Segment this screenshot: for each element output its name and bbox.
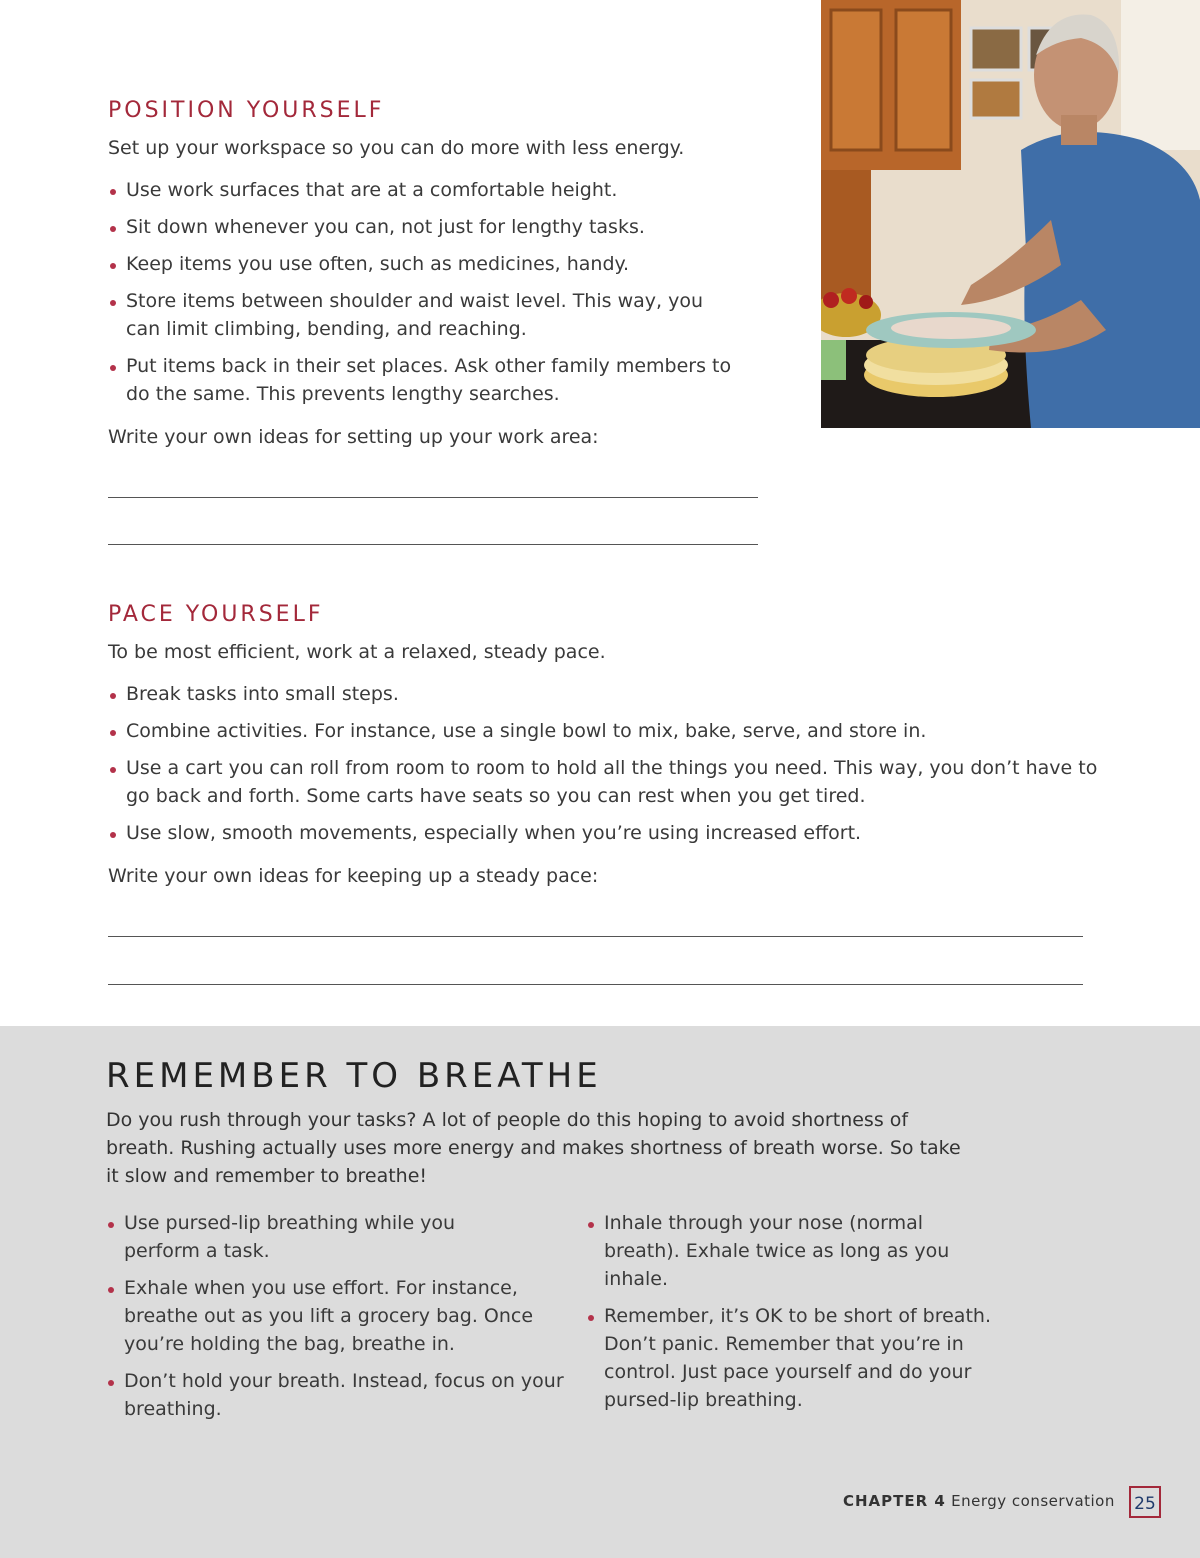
man-holding-plates-photo [821, 0, 1200, 428]
page-number: 25 [1129, 1486, 1161, 1518]
bullet-icon [110, 263, 116, 269]
list-item: Store items between shoulder and waist level. This way, you can limit climbing, bending, and reaching. [108, 287, 716, 343]
list-item: Don’t hold your breath. Instead, focus on your breathing. [106, 1367, 569, 1423]
bullet-icon [110, 767, 116, 773]
bullet-icon [110, 300, 116, 306]
list-item: Break tasks into small steps. [108, 680, 1108, 708]
list-item: Sit down whenever you can, not just for lengthy tasks. [108, 213, 738, 241]
pace-intro: To be most efficient, work at a relaxed, steady pace. [108, 641, 606, 663]
pace-write-line-1[interactable] [108, 936, 1083, 937]
bullet-icon [110, 365, 116, 371]
bullet-icon [588, 1222, 594, 1228]
bullet-icon [110, 832, 116, 838]
pace-section [108, 602, 1108, 887]
bullet-icon [108, 1222, 114, 1228]
position-section [108, 98, 748, 448]
list-item: Exhale when you use effort. For instance, breathe out as you lift a grocery bag. Once you’re holding the bag, breathe in. [106, 1274, 569, 1358]
footer-chapter [843, 1492, 1115, 1510]
bullet-icon [110, 189, 116, 195]
list-item: Inhale through your nose (normal breath). Exhale twice as long as you inhale. [586, 1209, 964, 1293]
position-write-line-1[interactable] [108, 497, 758, 498]
list-item: Use work surfaces that are at a comfortable height. [108, 176, 738, 204]
pace-bullets [108, 680, 1108, 847]
breathe-section [106, 1056, 1066, 1190]
breathe-intro: Do you rush through your tasks? A lot of people do this hoping to avoid shortness of breath. Rushing actually uses more energy and makes shortness of breath worse. So take it slow and remember to breathe! [106, 1109, 961, 1187]
list-item: Use a cart you can roll from room to room to hold all the things you need. This way, you don’t have to go back and forth. Some carts have seats so you can rest when you get tired. [108, 754, 1116, 810]
bullet-icon [110, 730, 116, 736]
pace-heading: PACE YOURSELF [108, 602, 324, 627]
breathe-left-bullets [106, 1209, 564, 1432]
list-item: Combine activities. For instance, use a single bowl to mix, bake, serve, and store in. [108, 717, 1108, 745]
position-bullets [108, 176, 738, 408]
chapter-title: Energy conservation [951, 1492, 1115, 1510]
position-heading: POSITION YOURSELF [108, 98, 385, 123]
breathe-heading: REMEMBER TO BREATHE [106, 1056, 602, 1096]
bullet-icon [588, 1315, 594, 1321]
position-write-line-2[interactable] [108, 544, 758, 545]
list-item: Put items back in their set places. Ask other family members to do the same. This prevents lengthy searches. [108, 352, 746, 408]
bullet-icon [110, 693, 116, 699]
chapter-label: CHAPTER 4 [843, 1492, 946, 1510]
position-intro: Set up your workspace so you can do more with less energy. [108, 137, 685, 159]
list-item: Remember, it’s OK to be short of breath. Don’t panic. Remember that you’re in control. Just pace yourself and do your pursed-lip breathing. [586, 1302, 1039, 1414]
list-item: Use slow, smooth movements, especially when you’re using increased effort. [108, 819, 1108, 847]
list-item: Keep items you use often, such as medicines, handy. [108, 250, 738, 278]
bullet-icon [110, 226, 116, 232]
list-item: Use pursed-lip breathing while you perform a task. [106, 1209, 504, 1265]
pace-write-line-2[interactable] [108, 984, 1083, 985]
pace-prompt: Write your own ideas for keeping up a steady pace: [108, 865, 599, 887]
photo-illustration [821, 0, 1200, 428]
bullet-icon [108, 1380, 114, 1386]
breathe-right-bullets [586, 1209, 1026, 1423]
position-prompt: Write your own ideas for setting up your work area: [108, 426, 599, 448]
bullet-icon [108, 1287, 114, 1293]
